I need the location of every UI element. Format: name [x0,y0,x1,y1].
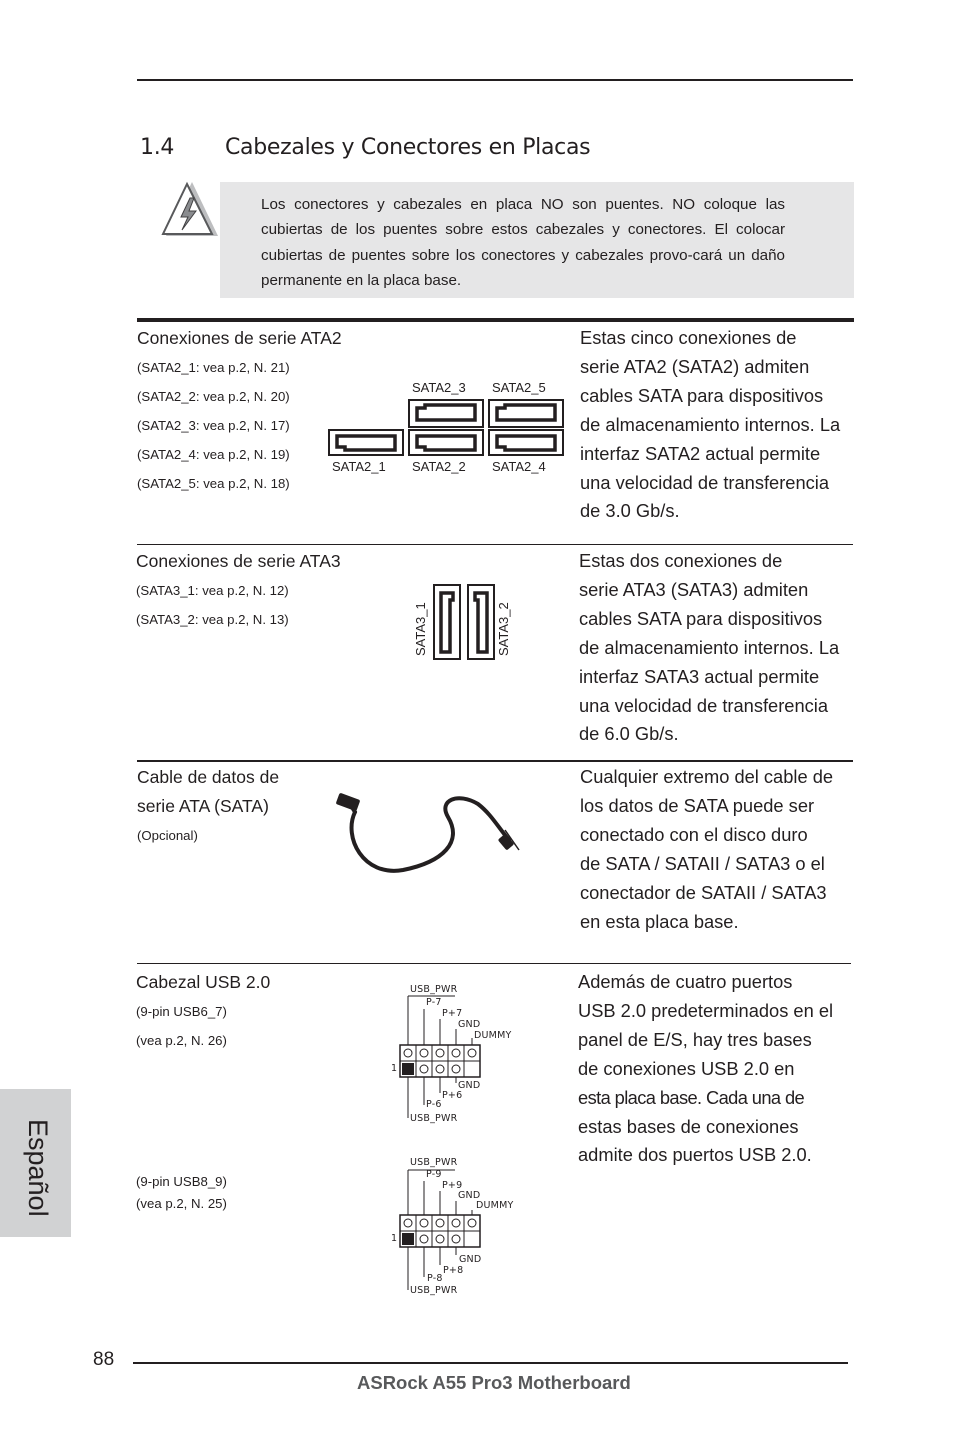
top-rule [137,79,853,81]
section-title: Cabezales y Conectores en Placas [225,135,591,160]
sata2-ref-3: (SATA2_3: vea p.2, N. 17) [137,418,290,433]
cable-divider [137,760,853,762]
sata2-2-label: SATA2_2 [412,459,466,474]
usb-h1-bottom-p+6: P+6 [442,1090,463,1101]
sata2-title: Conexiones de serie ATA2 [137,328,342,348]
sata3-ref-1: (SATA3_1: vea p.2, N. 12) [136,583,289,598]
sata2-connector-diagram [325,396,565,458]
usb-title: Cabezal USB 2.0 [136,972,271,992]
usb-header-1-diagram [395,985,520,1125]
sata3-1-label: SATA3_1 [413,602,428,656]
usb-h2-bottom-p+8: P+8 [443,1265,464,1276]
usb-h1-bottom-p-6: P-6 [426,1099,442,1110]
cable-description: Cualquier extremo del cable de los datos de SATA puede ser conectado con el disco duro de SATA / SATAII / SATA3 o el conectador de SATAII / SATA3 en esta placa base. [580,766,834,932]
usb-h2-pins: (9-pin USB8_9) [136,1174,227,1189]
sata2-5-label: SATA2_5 [492,380,546,395]
sata-cable-image [333,782,523,882]
warning-box [220,182,854,298]
language-tab [0,1089,71,1237]
usb-h2-bottom-gnd: GND [459,1254,482,1265]
sata2-ref-2: (SATA2_2: vea p.2, N. 20) [137,389,290,404]
usb-divider [137,963,851,964]
sata2-ref-1: (SATA2_1: vea p.2, N. 21) [137,360,290,375]
usb-h2-top-gnd: GND [458,1190,481,1201]
footer-title: ASRock A55 Pro3 Motherboard [357,1372,631,1393]
warning-text: Los conectores y cabezales en placa NO son puentes. NO coloque las cubiertas de los puentes sobre estos cabezales y conectores. El colocar cubiertas de puentes sobre los conectores y cabezales provo-cará un daño permanente en la placa base. [261,196,785,289]
sata3-description: Estas dos conexiones de serie ATA3 (SATA3) admiten cables SATA para dispositivos de almacenamiento internos. La interfaz SATA3 actual permite una velocidad de transferencia de 6.0 Gb/s. [579,550,840,745]
sata2-3-label: SATA2_3 [412,380,466,395]
usb-h1-pin1: 1 [391,1063,398,1074]
section-number: 1.4 [140,135,175,160]
usb-h2-bottom-p-8: P-8 [427,1273,443,1284]
language-tab-label: Español [23,1119,53,1217]
usb-h2-top-p+9: P+9 [442,1180,463,1191]
sata3-connector-diagram [430,582,496,662]
warning-icon [160,180,220,240]
sata3-title: Conexiones de serie ATA3 [136,551,341,571]
sata2-divider [137,318,854,322]
usb-h1-bottom-gnd: GND [458,1080,481,1091]
sata2-description: Estas cinco conexiones de serie ATA2 (SATA2) admiten cables SATA para dispositivos de almacenamiento internos. La interfaz SATA2 actual permite una velocidad de transferencia de 3.0 Gb/s. [580,327,841,522]
cable-title-line1: Cable de datos de [137,767,280,787]
usb-h1-ref: (vea p.2, N. 26) [136,1033,227,1048]
usb-h2-top-dummy: DUMMY [476,1200,514,1211]
page-number: 88 [93,1349,115,1370]
usb-h1-top-gnd: GND [458,1019,481,1030]
usb-description: Además de cuatro puertos USB 2.0 predeterminados en el panel de E/S, hay tres bases de conexiones USB 2.0 en esta placa base. Cada una de estas bases de conexiones admite dos puertos USB 2.0. [578,971,834,1166]
cable-title-line2: serie ATA (SATA) [137,796,269,816]
usb-h1-top-p+7: P+7 [442,1008,463,1019]
sata2-1-label: SATA2_1 [332,459,386,474]
sata3-ref-2: (SATA3_2: vea p.2, N. 13) [136,612,289,627]
usb-h2-bottom-usbpwr: USB_PWR [410,1285,458,1296]
usb-h2-ref: (vea p.2, N. 25) [136,1196,227,1211]
usb-h2-top-usbpwr: USB_PWR [410,1157,458,1168]
usb-h1-top-p-7: P-7 [426,997,442,1008]
footer-rule [133,1362,848,1364]
usb-h1-bottom-usbpwr: USB_PWR [410,1113,458,1124]
usb-h1-top-dummy: DUMMY [474,1030,512,1041]
sata2-ref-4: (SATA2_4: vea p.2, N. 19) [137,447,290,462]
sata2-4-label: SATA2_4 [492,459,546,474]
usb-h1-pins: (9-pin USB6_7) [136,1004,227,1019]
usb-h2-top-p-9: P-9 [426,1169,442,1180]
sata3-divider [137,544,853,545]
usb-h1-top-usbpwr: USB_PWR [410,984,458,995]
cable-optional: (Opcional) [137,828,198,843]
usb-h2-pin1: 1 [391,1233,398,1244]
sata3-2-label: SATA3_2 [496,602,511,656]
sata2-ref-5: (SATA2_5: vea p.2, N. 18) [137,476,290,491]
